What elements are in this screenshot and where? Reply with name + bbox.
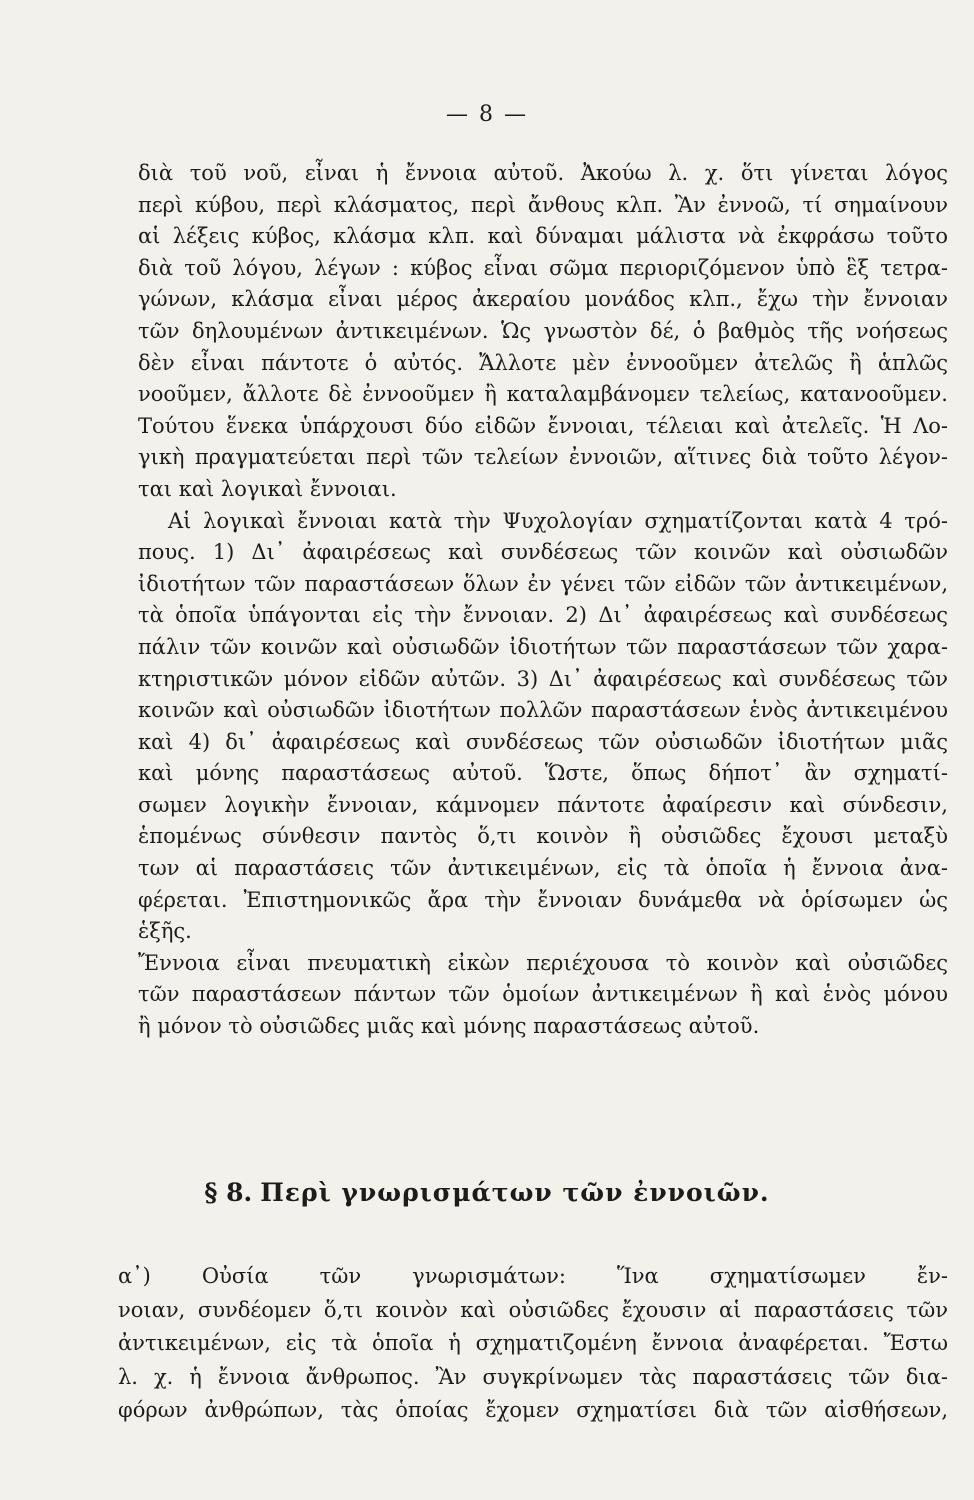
text-line: τὰ ὁποῖα ὑπάγονται εἰς τὴν ἔννοιαν. 2) Δι᾽ ἀφαιρέσεως καὶ συνδέσεως: [138, 603, 948, 628]
text-line: φέρεται. Ἐπιστημονικῶς ἄρα τὴν ἔννοιαν δυνάμεθα νὰ ὁρίσωμεν ὡς: [138, 887, 948, 912]
text-line: νοοῦμεν, ἄλλοτε δὲ ἐννοοῦμεν ἢ καταλαμβάνομεν τελείως, κατανοοῦμεν.: [138, 382, 948, 407]
text-line: λ. χ. ἡ ἔννοια ἄνθρωπος. Ἂν συγκρίνωμεν τὰς παραστάσεις τῶν δια-: [118, 1364, 948, 1389]
main-text: [138, 158, 948, 1043]
text-line: πάλιν τῶν κοινῶν καὶ οὐσιωδῶν ἰδιοτήτων τῶν παραστάσεων τῶν χαρα-: [138, 634, 948, 659]
text-line: κοινῶν καὶ οὐσιωδῶν ἰδιοτήτων πολλῶν παραστάσεων ἑνὸς ἀντικειμένου: [138, 698, 948, 723]
text-line: φόρων ἀνθρώπων, τὰς ὁποίας ἔχομεν σχηματίσει διὰ τῶν αἰσθήσεων,: [118, 1398, 948, 1423]
text-line: των αἱ παραστάσεις τῶν ἀντικειμένων, εἰς τὰ ὁποῖα ἡ ἔννοια ἀνα-: [138, 856, 948, 881]
text-line: γώνων, κλάσμα εἶναι μέρος ἀκεραίου μονάδος κλπ., ἔχω τὴν ἔννοιαν: [138, 287, 948, 312]
text-line: τῶν παραστάσεων πάντων τῶν ὁμοίων ἀντικειμένων ἢ καὶ ἑνὸς μόνου: [138, 982, 948, 1007]
text-line: αἱ λέξεις κύβος, κλάσμα κλπ. καὶ δύναμαι μάλιστα νὰ ἐκφράσω τοῦτο: [138, 224, 948, 249]
text-line: περὶ κύβου, περὶ κλάσματος, περὶ ἄνθους κλπ. Ἂν ἐννοῶ, τί σημαίνουν: [138, 192, 948, 217]
text-line: ἢ μόνον τὸ οὐσιῶδες μιᾶς καὶ μόνης παραστάσεως αὐτοῦ.: [138, 1014, 760, 1039]
text-line: ἀντικειμένων, εἰς τὰ ὁποῖα ἡ σχηματιζομένη ἔννοια ἀναφέρεται. Ἔστω: [118, 1331, 948, 1356]
text-line: δὲν εἶναι πάντοτε ὁ αὐτός. Ἄλλοτε μὲν ἐννοοῦμεν ἀτελῶς ἢ ἁπλῶς: [138, 350, 948, 375]
text-line: σωμεν λογικὴν ἔννοιαν, κάμνομεν πάντοτε ἀφαίρεσιν καὶ σύνδεσιν,: [138, 792, 948, 817]
text-line: καὶ μόνης παραστάσεως αὐτοῦ. Ὥστε, ὅπως δήποτ᾽ ἂν σχηματί-: [138, 761, 948, 786]
text-line: διὰ τοῦ λόγου, λέγων : κύβος εἶναι σῶμα περιοριζόμενον ὑπὸ ἓξ τετρα-: [138, 255, 948, 280]
section-heading: [0, 1176, 974, 1210]
section-text: [118, 1260, 948, 1428]
text-line: γικὴ πραγματεύεται περὶ τῶν τελείων ἐννοιῶν, αἵτινες διὰ τοῦτο λέγον-: [138, 445, 948, 470]
text-line: τῶν δηλουμένων ἀντικειμένων. Ὡς γνωστὸν δέ, ὁ βαθμὸς τῆς νοήσεως: [138, 318, 948, 343]
text-line: κτηριστικῶν μόνον εἰδῶν αὐτῶν. 3) Δι᾽ ἀφαιρέσεως καὶ συνδέσεως τῶν: [138, 666, 948, 691]
text-line: νοιαν, συνδέομεν ὅ,τι κοινὸν καὶ οὐσιῶδες ἔχουσιν αἱ παραστάσεις τῶν: [118, 1297, 948, 1322]
text-line: πους. 1) Δι᾽ ἀφαιρέσεως καὶ συνδέσεως τῶν κοινῶν καὶ οὐσιωδῶν: [138, 540, 948, 565]
text-line: Τούτου ἕνεκα ὑπάρχουσι δύο εἰδῶν ἔννοιαι, τέλειαι καὶ ἀτελεῖς. Ἡ Λο-: [138, 413, 948, 438]
text-line: καὶ 4) δι᾽ ἀφαιρέσεως καὶ συνδέσεως τῶν οὐσιωδῶν ἰδιοτήτων μιᾶς: [138, 729, 948, 754]
text-line: ἑξῆς.: [138, 919, 192, 944]
text-line: διὰ τοῦ νοῦ, εἶναι ἡ ἔννοια αὐτοῦ. Ἀκούω λ. χ. ὅτι γίνεται λόγος: [138, 161, 948, 185]
text-line: α᾽) Οὐσία τῶν γνωρισμάτων: Ἵνα σχηματίσωμεν ἔν-: [118, 1264, 948, 1288]
text-line: ἰδιοτήτων τῶν παραστάσεων ὅλων ἐν γένει τῶν εἰδῶν τῶν ἀντικειμένων,: [138, 571, 948, 596]
page-number: — 8 —: [446, 102, 528, 127]
text-line: Αἱ λογικαὶ ἔννοιαι κατὰ τὴν Ψυχολογίαν σχηματίζονται κατὰ 4 τρό-: [168, 508, 948, 533]
text-line: Ἔννοια εἶναι πνευματικὴ εἰκὼν περιέχουσα τὸ κοινὸν καὶ οὐσιῶδες: [138, 950, 948, 975]
section-title: Περὶ γνωρισμάτων τῶν ἐννοιῶν.: [260, 1178, 770, 1207]
text-line: ται καὶ λογικαὶ ἔννοιαι.: [138, 476, 397, 501]
section-symbol: § 8.: [204, 1178, 253, 1207]
text-line: ἑπομένως σύνθεσιν παντὸς ὅ,τι κοινὸν ἢ οὐσιῶδες ἔχουσι μεταξὺ: [138, 824, 948, 849]
